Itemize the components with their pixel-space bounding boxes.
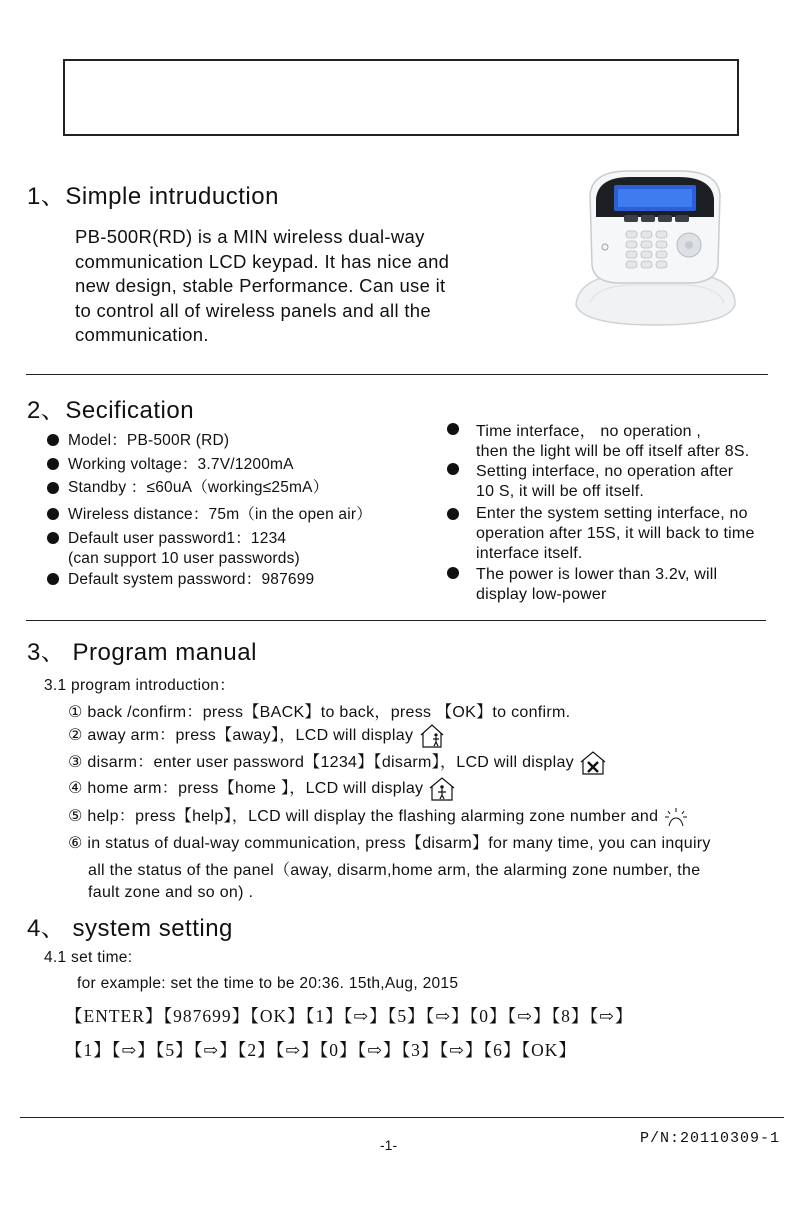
key-label: 【⇨】 [589,1006,634,1026]
key-label: 【1】 [65,1040,112,1060]
section4-heading: 4、 system setting [27,915,233,942]
key-sequence-row-1 [65,1003,633,1028]
section4-subheading: 4.1 set time: [44,949,133,966]
intro-line: new design, stable Performance. Can use it [75,275,446,296]
key-label: 【8】 [551,1006,590,1026]
bullet-icon [47,482,59,494]
key-label: 【0】 [469,1006,508,1026]
spec-right-item [476,565,717,605]
spec-item: Standby ：≤60uA（working≤25mA） [68,479,329,496]
spec-right-item [476,422,749,462]
spec-right-line: Time interface， no operation , [476,423,702,440]
spec-item: Model：PB-500R (RD) [68,432,230,449]
spec-item-note: (can support 10 user passwords) [68,550,300,567]
disarm-house-icon [579,750,607,776]
section2-heading: 2、Secification [27,397,195,424]
spec-right-line: display low-power [476,586,607,603]
bullet-icon [47,458,59,470]
key-sequence-row-2 [65,1037,577,1062]
key-label: 【⇨】 [275,1040,320,1060]
spec-right-line: then the light will be off itself after 8S. [476,443,750,460]
key-label: 【5】 [155,1040,194,1060]
key-label: 【⇨】 [507,1006,552,1026]
key-label: 【0】 [319,1040,358,1060]
bullet-icon [47,532,59,544]
key-label: 【⇨】 [357,1040,402,1060]
bullet-icon [447,567,459,579]
key-label: 【⇨】 [439,1040,484,1060]
key-label: 【⇨】 [111,1040,156,1060]
program-line-4 [68,775,456,802]
bullet-icon [447,463,459,475]
bullet-icon [447,423,459,435]
bullet-icon [47,434,59,446]
program-line-5 [68,803,689,828]
spec-item: Default system password：987699 [68,571,315,588]
spec-right-line: Enter the system setting interface, no [476,505,748,522]
program-line-text: ② away arm：press【away】，LCD will display [68,727,414,744]
key-label: 【6】 [483,1040,522,1060]
bullet-icon [447,508,459,520]
program-line-8: fault zone and so on) . [88,884,254,901]
example-text: for example: set the time to be 20:36. 15th,Aug, 2015 [77,975,459,992]
alarm-bell-icon [663,806,689,828]
spec-right-item [476,504,755,564]
intro-line: PB-500R(RD) is a MIN wireless dual-way [75,226,425,247]
away-house-icon [418,723,446,749]
key-label: 【5】 [387,1006,426,1026]
program-line-text: ③ disarm：enter user password【1234】【disarm】，LCD will display [68,754,574,771]
intro-line: communication. [75,324,209,345]
key-label: 【OK】 [250,1006,306,1026]
key-label: 【⇨】 [425,1006,470,1026]
section-divider [26,620,766,621]
intro-paragraph [75,225,515,348]
spec-item: Wireless distance：75m（in the open air） [68,506,372,523]
program-line-6: ⑥ in status of dual-way communication, press【disarm】for many time, you can inquiry [68,835,711,852]
key-label: 【1】 [305,1006,344,1026]
key-label: 【⇨】 [343,1006,388,1026]
bullet-icon [47,508,59,520]
title-box [63,59,739,136]
spec-right-item [476,462,733,502]
footer-divider [20,1117,784,1118]
program-line-1: ① back /confirm：press【BACK】to back，press 【OK】to confirm. [68,704,571,721]
part-number: P/N:20110309-1 [640,1130,781,1147]
intro-line: to control all of wireless panels and all the [75,299,431,321]
program-line-text: ④ home arm：press【home 】，LCD will display [68,780,424,797]
home-house-icon [428,776,456,802]
page-number: -1- [380,1137,398,1153]
key-label: 【987699】 [163,1006,251,1026]
program-line-7: all the status of the panel（away, disarm,home arm, the alarming zone number, the [88,862,701,879]
program-line-text: ⑤ help：press【help】，LCD will display the flashing alarming zone number and [68,808,659,825]
section3-heading: 3、 Program manual [27,639,257,666]
spec-item: Working voltage：3.7V/1200mA [68,456,294,473]
spec-right-line: operation after 15S, it will back to time [476,525,755,542]
key-label: 【OK】 [521,1040,577,1060]
section1-heading: 1、Simple intruduction [27,183,279,210]
bullet-icon [47,573,59,585]
program-line-2 [68,722,446,749]
key-label: 【ENTER】 [65,1006,164,1026]
spec-right-line: 10 S, it will be off itself. [476,483,645,500]
intro-line: communication LCD keypad. It has nice and [75,250,450,272]
keypad-device-image [568,165,743,330]
key-label: 【⇨】 [193,1040,238,1060]
section-divider [26,374,768,375]
key-label: 【2】 [237,1040,276,1060]
spec-item: Default user password1：1234 [68,530,287,547]
section3-subheading: 3.1 program introduction： [44,677,236,694]
key-label: 【3】 [401,1040,440,1060]
spec-right-line: The power is lower than 3.2v, will [476,566,718,583]
spec-right-line: interface itself. [476,545,583,562]
program-line-3 [68,749,607,776]
spec-right-line: Setting interface, no operation after [476,463,734,480]
